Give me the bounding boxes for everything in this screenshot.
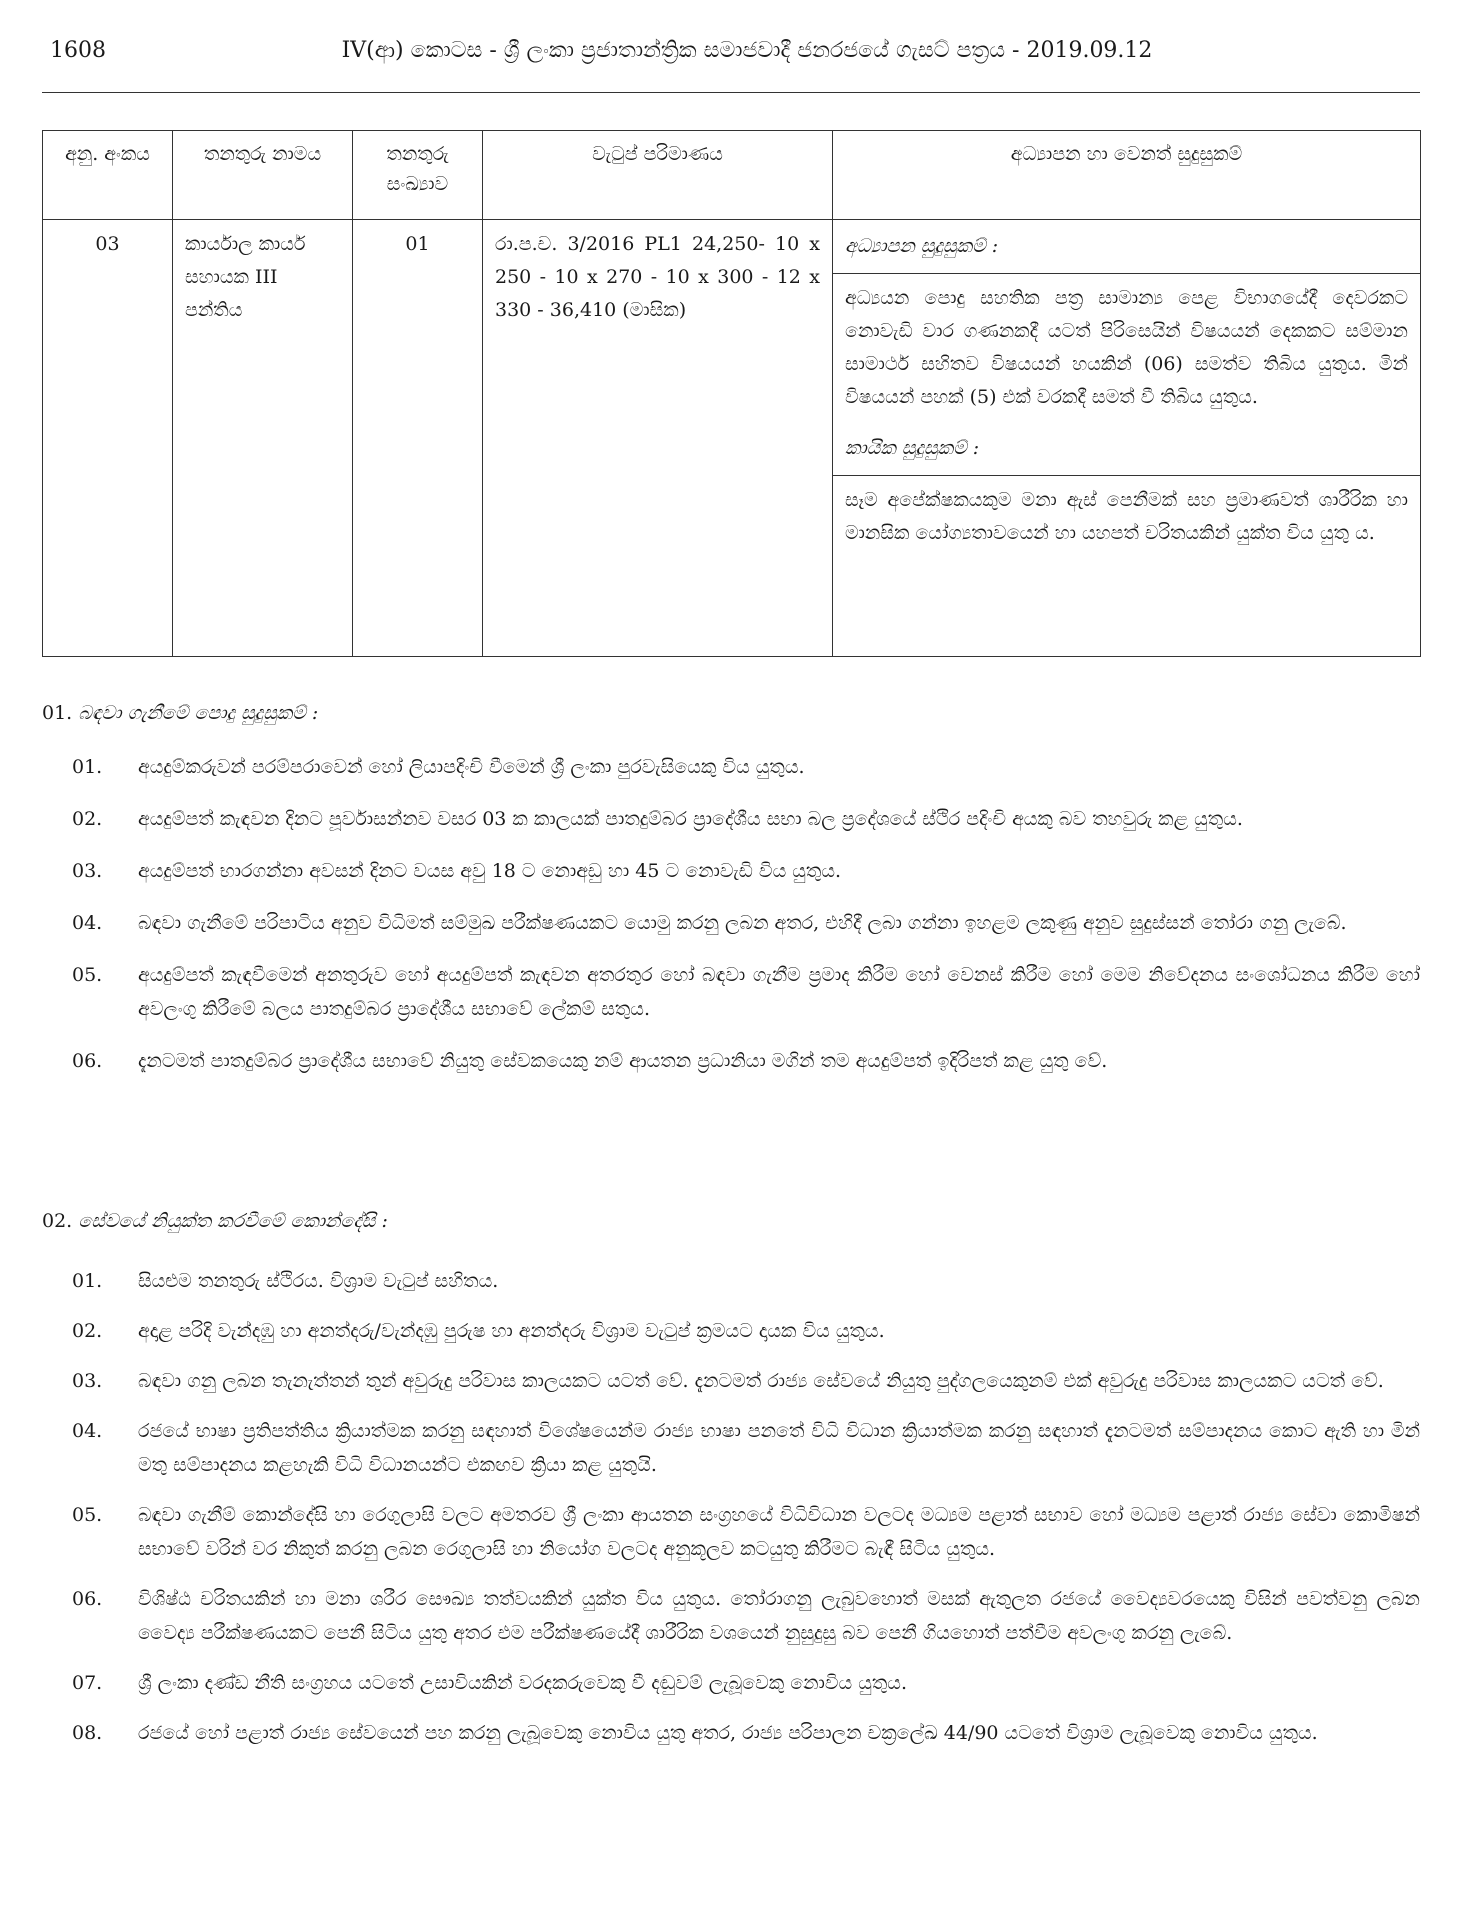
page-header (42, 30, 1420, 70)
item-text: අදාළ පරිදි වැන්දඹු හා අනත්දරු/වැන්දඹු පුරුෂ හා අනත්දරු විශ්‍රාම වැටුප් ක්‍රමයට දායක විය යුතුය. (138, 1320, 885, 1342)
item-number: 04. (72, 1420, 103, 1442)
item-text: බඳවා ගනු ලබන තැනැත්තන් තුන් අවුරුදු පරිවාස කාලයකට යටත් වේ. දැනටමත් රාජ්‍ය සේවයේ නියුතු පුද්ගලයෙකුනම් එක් අවුරුදු පරිවාස කාලයකට යටත් වේ. (138, 1370, 1384, 1392)
item-text: බඳවා ගැනීමේ පරිපාටිය අනුව විධිමත් සම්මුඛ පරීක්ෂණයකට යොමු කරනු ලබන අතර, එහිදී ලබා ගන්නා ඉහළම ලකුණු අනුව සුදුස්සන් තෝරා ගනු ලැබේ. (138, 912, 1347, 934)
page-number: 1608 (50, 38, 106, 63)
list-item (42, 1364, 1420, 1398)
list-item (42, 750, 1420, 784)
item-text: ශ්‍රී ලංකා දණ්ඩ නීති සංග්‍රහය යටතේ උසාවියකින් වරදකරුවෙකු වී දඬුවම් ලැබූවෙකු නොවිය යුතුය. (138, 1672, 907, 1694)
list-item (42, 1498, 1420, 1566)
item-text: අයදුම්කරුවන් පරම්පරාවෙන් හෝ ලියාපදිංචි වීමෙන් ශ්‍රී ලංකා පුරවැසියෙකු විය යුතුය. (138, 756, 805, 778)
section-number: 02. (42, 1210, 73, 1232)
list-item (42, 854, 1420, 888)
item-number: 03. (72, 860, 103, 882)
list-item (42, 1582, 1420, 1650)
item-number: 06. (72, 1050, 103, 1072)
col-header-qualifications: අධ්‍යාපන හා වෙනත් සුදුසුකම් (833, 131, 1421, 220)
item-text: අයදුම්පත් කැඳවීමෙන් අනතුරුව හෝ අයදුම්පත් කැඳවන අතරතුර හෝ බඳවා ගැනීම ප්‍රමාද කිරීම හෝ වෙනස් කිරීම හෝ මෙම නිවේදනය සංශෝධනය කිරීම හෝ අවලංගු කිරීමේ බලය පාතදුම්බර ප්‍රාදේශීය සභාවේ ලේකම් සතුය. (138, 964, 1420, 1020)
item-number: 01. (72, 1270, 103, 1292)
list-item (42, 1044, 1420, 1078)
item-text: බඳවා ගැනීම් කොන්දේසි හා රෙගුලාසි වලට අමතරව ශ්‍රී ලංකා ආයතන සංග්‍රහයේ විධිවිධාන වලටද මධ්‍යම පළාත් සභාව හෝ මධ්‍යම පළාත් රාජ්‍ය සේවා කොමිෂන් සභාවේ වරින් වර නිකුත් කරනු ලබන රෙගුලාසි හා නියෝග වලටද අනුකූලව කටයුතු කිරීමට බැඳී සිටිය යුතුය. (138, 1504, 1420, 1560)
section-heading (42, 702, 1420, 724)
col-header-post-name: තනතුරු නාමය (173, 131, 353, 220)
item-text: රජයේ භාෂා ප්‍රතිපත්තිය ක්‍රියාත්මක කරනු සඳහාත් විශේෂයෙන්ම රාජ්‍ය භාෂා පනතේ විධි විධාන ක්‍රියාත්මක කරනු සඳහාත් දැනටමත් සම්පාදනය කොට ඇති හා මින් මතු සම්පාදනය කළහැකි විධි විධානයන්ට එකඟව ක්‍රියා කළ යුතුයි. (138, 1420, 1420, 1476)
section-heading (42, 1210, 1420, 1232)
gazette-page (42, 30, 1420, 1744)
item-number: 01. (72, 756, 103, 778)
item-number: 08. (72, 1722, 103, 1744)
item-text: රජයේ හෝ පළාත් රාජ්‍ය සේවයෙන් පහ කරනු ලැබූවෙකු නොවිය යුතු අතර, රාජ්‍ය පරිපාලන චක්‍රලේඛ 44/90 යටතේ විශ්‍රාම ලැබූවෙකු නොවිය යුතුය. (138, 1722, 1318, 1744)
col-header-serial: අනු. අංකය (43, 131, 173, 220)
list-item (42, 906, 1420, 940)
physical-heading: කායික සුදුසුකම් : (845, 437, 980, 459)
section-number: 01. (42, 702, 73, 724)
section-general-qualifications (42, 702, 1420, 1078)
list-item (42, 1314, 1420, 1348)
list-item (42, 1414, 1420, 1482)
education-heading: අධ්‍යාපන සුදුසුකම් : (845, 235, 999, 257)
vacancy-table (42, 130, 1421, 657)
item-text: දැනටමත් පාතදුම්බර ප්‍රාදේශීය සභාවේ නියුතු සේවකයෙකු නම් ආයතන ප්‍රධානියා මගින් තම අයදුම්පත් ඉදිරිපත් කළ යුතු වේ. (138, 1050, 1108, 1072)
item-number: 05. (72, 964, 103, 986)
section-title: බඳවා ගැනීමේ පොදු සුදුසුකම් : (78, 702, 319, 724)
gazette-title: IV(ආ) කොටස - ශ්‍රී ලංකා ප්‍රජාතාන්ත්‍රික සමාජවාදී ජනරජයේ ගැසට් පත්‍රය - 2019.09.12 (341, 38, 1153, 63)
list-item (42, 1716, 1420, 1750)
item-number: 06. (72, 1588, 103, 1610)
item-text: විශිෂ්ඨ චරිතයකින් හා මනා ශරීර සෞඛ්‍ය තත්වයකින් යුක්ත විය යුතුය. තෝරාගනු ලැබුවහොත් මසක් ඇතුලත රජයේ වෛද්‍යවරයෙකු විසින් පවත්වනු ලබන වෛද්‍ය පරීක්ෂණයකට පෙනී සිටිය යුතු අතර එම පරීක්ෂණයේදී ශාරීරික වශයෙන් නුසුදුසු බව පෙනී ගියහොත් පත්වීම අවලංගු කරනු ලැබේ. (138, 1588, 1420, 1644)
cell-salary: රා.ප.ච. 3/2016 PL1 24,250- 10 x 250 - 10 x 270 - 10 x 300 - 12 x 330 - 36,410 (මාසික) (483, 220, 833, 657)
col-header-salary: වැටුප් පරිමාණය (483, 131, 833, 220)
list-item (42, 958, 1420, 1026)
section-service-conditions (42, 1210, 1420, 1750)
item-number: 04. (72, 912, 103, 934)
item-text: අයදුම්පත් භාරගන්නා අවසන් දිනට වයස අවු 18 ට නොඅඩු හා 45 ට නොවැඩි විය යුතුය. (138, 860, 842, 882)
item-number: 05. (72, 1504, 103, 1526)
list-item (42, 1666, 1420, 1700)
item-number: 02. (72, 1320, 103, 1342)
item-text: සියළුම තනතුරු ස්ථිරය. විශ්‍රාම වැටුප් සහිතය. (138, 1270, 499, 1292)
physical-text: සෑම අපේක්ෂකයකුම මනා ඇස් පෙනීමක් සහ ප්‍රමාණවත් ශාරීරික හා මානසික යෝග්‍යතාවයෙන් හා යහපත් චරිතයකින් යුක්ත විය යුතු ය. (833, 475, 1420, 550)
cell-qualifications (833, 220, 1421, 657)
list-item (42, 1264, 1420, 1298)
table-header-row (43, 131, 1421, 220)
cell-post-count: 01 (353, 220, 483, 657)
header-divider (42, 92, 1420, 93)
item-number: 03. (72, 1370, 103, 1392)
education-text: අධ්‍යයන පොදු සහතික පත්‍ර සාමාන්‍ය පෙළ විභාගයේදී දෙවරකට නොවැඩි වාර ගණනකදී යටත් පිරිසෙයින් විෂයයන් දෙකකට සම්මාන සාමාර්ථ සහිතව විෂයයන් හයකින් (06) සමත්ව තිබිය යුතුය. මින් විෂයයන් පහක් (5) එක් වරකදී සමත් වී තිබිය යුතුය. (833, 273, 1420, 414)
list-item (42, 802, 1420, 836)
item-text: අයදුම්පත් කැඳවන දිනට පූර්වාසන්නව වසර 03 ක කාලයක් පාතදුම්බර ප්‍රාදේශීය සභා බල ප්‍රදේශයේ ස්ථිර පදිංචි අයකු බව තහවුරු කළ යුතුය. (138, 808, 1243, 830)
table-row (43, 220, 1421, 657)
section-title: සේවයේ නියුක්ත කරවීමේ කොන්දේසි : (78, 1210, 388, 1232)
cell-serial: 03 (43, 220, 173, 657)
item-number: 02. (72, 808, 103, 830)
col-header-post-count: තනතුරු සංඛ්‍යාව (353, 131, 483, 220)
item-number: 07. (72, 1672, 103, 1694)
cell-post-name: කාර්යාල කාර්ය සහායක III පන්තිය (173, 220, 353, 657)
